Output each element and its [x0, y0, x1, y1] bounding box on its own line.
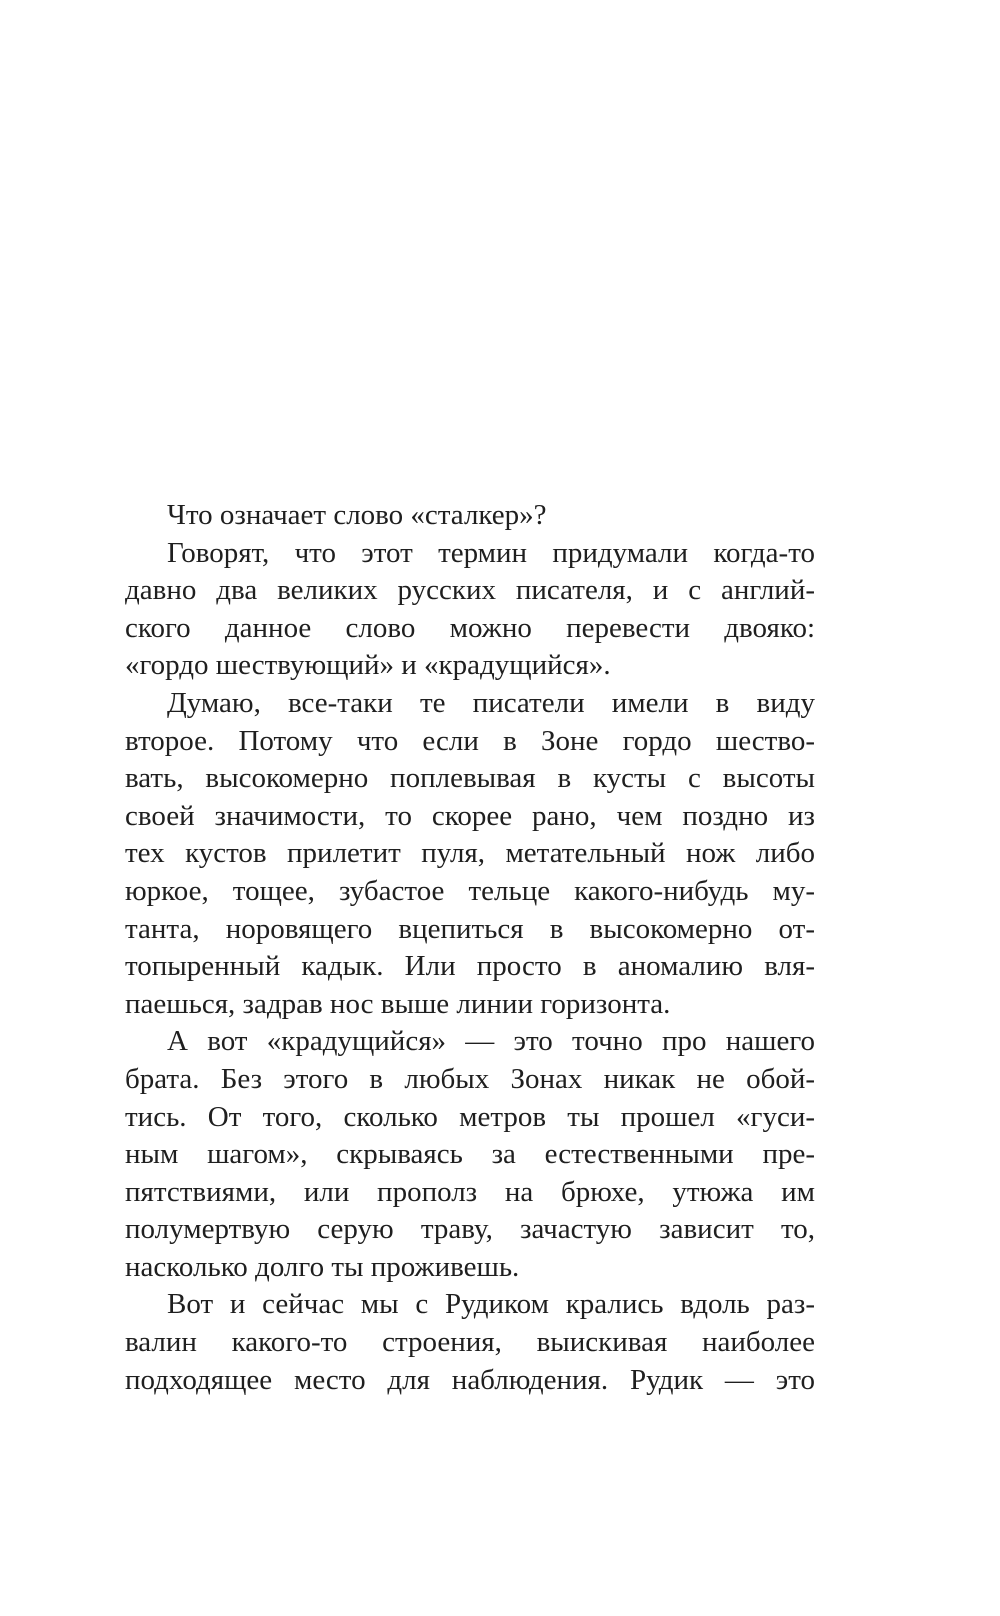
paragraph-5-line-2: валин какого-то строения, выискивая наиболее [125, 1326, 815, 1359]
paragraph-4-line-6: полумертвую серую траву, зачастую зависит то, [125, 1213, 815, 1246]
page-text [125, 497, 815, 1399]
paragraph-3-line-6: юркое, тощее, зубастое тельце какого-нибудь му- [125, 874, 815, 907]
paragraph-3-line-1: Думаю, все-таки те писатели имели в виду [167, 686, 815, 719]
paragraph-4-line-2: брата. Без этого в любых Зонах никак не обой- [125, 1062, 815, 1095]
paragraph-2-line-1: Говорят, что этот термин придумали когда-то [167, 536, 815, 569]
paragraph-5-line-1: Вот и сейчас мы с Рудиком крались вдоль раз- [167, 1288, 815, 1321]
paragraph-3-line-2: второе. Потому что если в Зоне гордо шество- [125, 724, 815, 757]
paragraph-3-line-3: вать, высокомерно поплевывая в кусты с высоты [125, 762, 815, 795]
paragraph-2-line-3: ского данное слово можно перевести двояко: [125, 611, 815, 644]
paragraph-3-line-8: топыренный кадык. Или просто в аномалию вля- [125, 950, 815, 983]
paragraph-2-line-4: «гордо шествующий» и «крадущийся». [125, 649, 611, 682]
paragraph-3-line-9: паешься, задрав нос выше линии горизонта. [125, 987, 671, 1020]
paragraph-1-line-1: Что означает слово «сталкер»? [167, 499, 547, 531]
paragraph-4-line-7: насколько долго ты проживешь. [125, 1250, 520, 1283]
paragraph-5-line-3: подходящее место для наблюдения. Рудик — это [125, 1363, 815, 1396]
paragraph-4-line-1: А вот «крадущийся» — это точно про нашего [167, 1025, 815, 1058]
paragraph-4-line-4: ным шагом», скрываясь за естественными пре- [125, 1138, 815, 1171]
paragraph-4-line-3: тись. От того, сколько метров ты прошел «гуси- [125, 1100, 815, 1133]
paragraph-4-line-5: пятствиями, или прополз на брюхе, утюжа им [125, 1175, 815, 1208]
paragraph-3-line-5: тех кустов прилетит пуля, метательный нож либо [125, 837, 815, 870]
paragraph-3-line-4: своей значимости, то скорее рано, чем поздно из [125, 799, 815, 832]
paragraph-3-line-7: танта, норовящего вцепиться в высокомерно от- [125, 912, 815, 945]
paragraph-2-line-2: давно два великих русских писателя, и с англий- [125, 574, 815, 607]
